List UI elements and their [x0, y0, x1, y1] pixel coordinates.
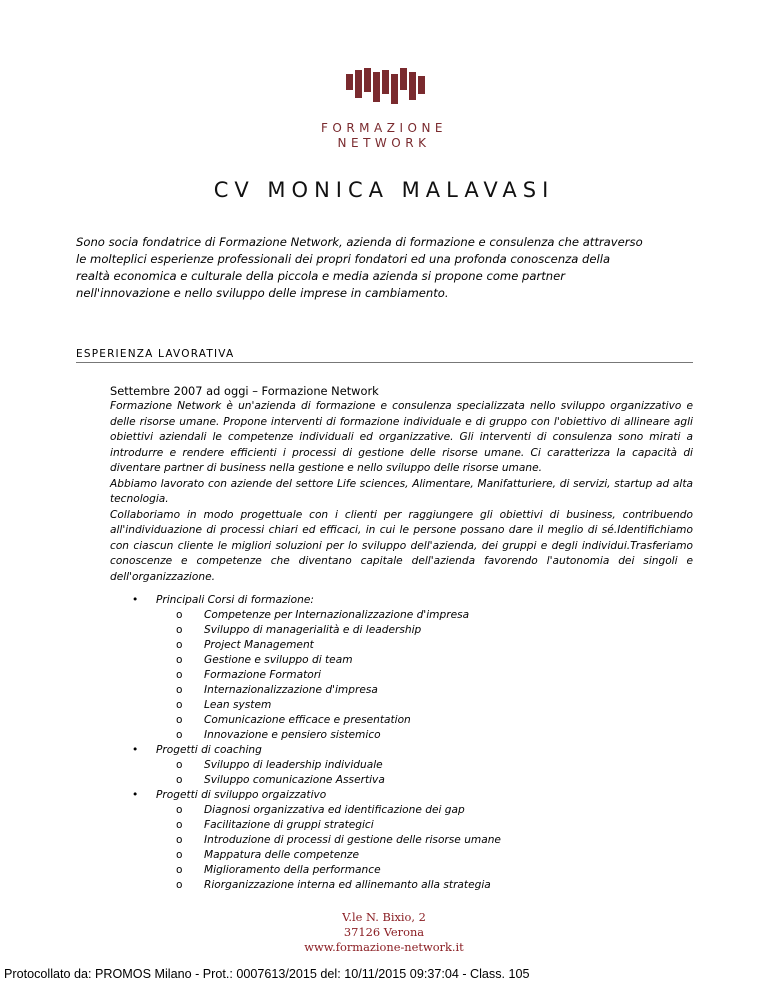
list-item: o Sviluppo di leadership individuale	[176, 759, 383, 771]
list-item: o Diagnosi organizzativa ed identificazione dei gap	[176, 804, 465, 816]
intro-line: nell'innovazione e nello sviluppo delle imprese in cambiamento.	[76, 286, 449, 300]
list-item: o Lean system	[176, 699, 272, 711]
protocol-stamp: Protocollato da: PROMOS Milano - Prot.: 0007613/2015 del: 10/11/2015 09:37:04 - Class. 105	[4, 967, 530, 981]
footer-website-link[interactable]: www.formazione-network.it	[304, 940, 464, 954]
document-title: CV MONICA MALAVASI	[213, 178, 555, 202]
job-company: Formazione Network	[261, 384, 379, 398]
footer-city: 37126 Verona	[343, 925, 425, 939]
company-description	[110, 399, 693, 585]
list-item: o Internazionalizzazione d'impresa	[176, 684, 378, 696]
list-group-title: • Progetti di sviluppo orgaizzativo	[132, 789, 327, 801]
list-item: o Sviluppo di managerialità e di leadership	[176, 624, 422, 636]
circle-bullet-icon: o	[176, 684, 183, 696]
list-item: o Mappatura delle competenze	[176, 849, 360, 861]
description-paragraph: Formazione Network è un'azienda di formazione e consulenza specializzata nello sviluppo organizzativo e delle risorse umane. Propone interventi di formazione individuale e di gruppo con l'obiettivo di allineare agli obiettivi aziendali le competenze individuali ed organizzative. Gli interventi di consulenza sono mirati a introdurre e rendere efficienti i processi di gestione delle risorse umane. Ci caratterizza la capacità di diventare partner di business nella gestione e nello sviluppo delle risorse umane.	[110, 400, 693, 474]
circle-bullet-icon: o	[176, 669, 183, 681]
list-item: o Competenze per Internazionalizzazione d'impresa	[176, 609, 470, 621]
circle-bullet-icon: o	[176, 624, 183, 636]
list-item: o Introduzione di processi di gestione delle risorse umane	[176, 834, 501, 846]
list-item: o Sviluppo comunicazione Assertiva	[176, 774, 385, 786]
footer-address: V.le N. Bixio, 2	[342, 910, 426, 924]
bullet-icon: •	[132, 789, 139, 801]
activity-lists	[110, 593, 693, 893]
list-group-title: • Progetti di coaching	[132, 744, 262, 756]
list-item: o Project Management	[176, 639, 314, 651]
circle-bullet-icon: o	[176, 804, 183, 816]
intro-paragraph	[76, 234, 696, 302]
circle-bullet-icon: o	[176, 654, 183, 666]
circle-bullet-icon: o	[176, 609, 183, 621]
list-item: o Facilitazione di gruppi strategici	[176, 819, 374, 831]
section-heading-experience: ESPERIENZA LAVORATIVA	[76, 348, 693, 363]
list-item: o Comunicazione efficace e presentation	[176, 714, 411, 726]
job-header	[110, 384, 379, 398]
circle-bullet-icon: o	[176, 864, 183, 876]
circle-bullet-icon: o	[176, 834, 183, 846]
bullet-icon: •	[132, 744, 139, 756]
circle-bullet-icon: o	[176, 849, 183, 861]
intro-line: le molteplici esperienze professionali dei propri fondatori ed una profonda conoscenza della	[76, 252, 611, 266]
circle-bullet-icon: o	[176, 714, 183, 726]
circle-bullet-icon: o	[176, 729, 183, 741]
list-item: o Innovazione e pensiero sistemico	[176, 729, 381, 741]
intro-line: realtà economica e culturale della piccola e media azienda si propone come partner	[76, 269, 566, 283]
description-paragraph: Abbiamo lavorato con aziende del settore Life sciences, Alimentare, Manifatturiere, di servizi, startup ad alta tecnologia.	[110, 477, 693, 505]
list-item: o Miglioramento della performance	[176, 864, 381, 876]
circle-bullet-icon: o	[176, 879, 183, 891]
list-item: o Riorganizzazione interna ed allinemanto alla strategia	[176, 879, 491, 891]
circle-bullet-icon: o	[176, 819, 183, 831]
bullet-icon: •	[132, 594, 139, 606]
intro-line: Sono socia fondatrice di Formazione Network, azienda di formazione e consulenza che attraverso	[76, 235, 643, 249]
circle-bullet-icon: o	[176, 639, 183, 651]
list-item: o Formazione Formatori	[176, 669, 322, 681]
description-paragraph: Collaboriamo in modo progettuale con i clienti per raggiungere gli obiettivi di business, contribuendo all'individuazione di processi chiari ed efficaci, in cui le persone possano dare il meglio di sé.Identifichiamo con ciascun cliente le migliori soluzioni per lo sviluppo dell'azienda, dei gruppi e degli individui.Trasferiamo conoscenze e competenze che diventano capitale dell'azienda favorendo l'autonomia dei singoli e dell'organizzazione.	[110, 508, 693, 583]
formazione-network-logo-mark	[346, 68, 430, 118]
circle-bullet-icon: o	[176, 774, 183, 786]
logo-text-network: NETWORK	[337, 136, 431, 150]
logo-text-formazione: FORMAZIONE	[320, 121, 447, 135]
list-group-title: • Principali Corsi di formazione:	[132, 594, 314, 606]
job-period: Settembre 2007 ad oggi –	[110, 384, 262, 398]
circle-bullet-icon: o	[176, 759, 183, 771]
circle-bullet-icon: o	[176, 699, 183, 711]
list-item: o Gestione e sviluppo di team	[176, 654, 353, 666]
